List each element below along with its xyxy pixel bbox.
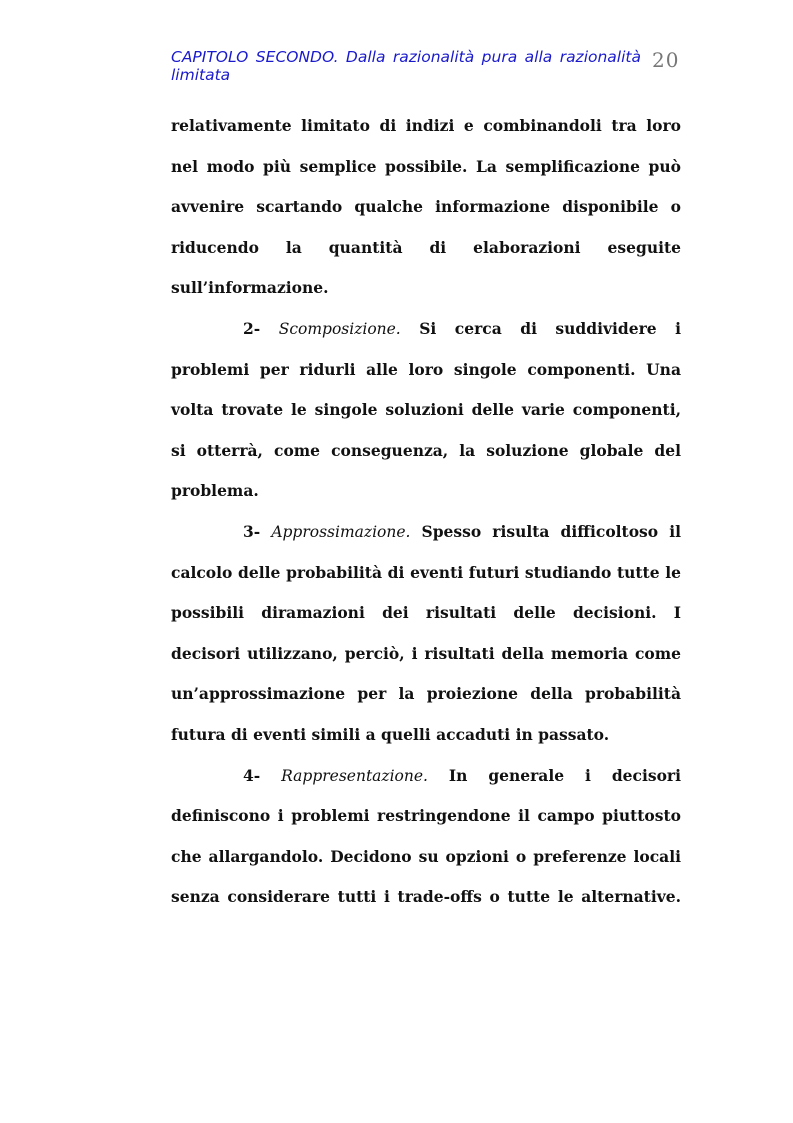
term-representation: Rappresentazione. xyxy=(281,766,428,785)
paragraph-representation xyxy=(171,756,681,918)
running-header: CAPITOLO SECONDO. Dalla razionalità pura alla razionalità limitata xyxy=(171,48,641,84)
paragraph-simplification xyxy=(171,106,681,309)
list-number: 2- xyxy=(243,318,279,338)
page-number: 20 xyxy=(652,48,680,72)
paragraph-text: Spesso risulta difficoltoso il calcolo delle probabilità di eventi futuri studiando tutte le possibili diramazioni dei risultati delle decisioni. I decisori utilizzano, perciò, i risultati della memoria come un’approssimazione per la proiezione della probabilità futura di eventi simili a quelli accaduti in passato. xyxy=(171,521,681,744)
paragraph-text: relativamente limitato di indizi e combinandoli tra loro nel modo più semplice possibile. La semplificazione può avvenire scartando qualche informazione disponibile o riducendo la quantità di elaborazioni eseguite sull’informazione. xyxy=(171,116,681,298)
list-number: 4- xyxy=(243,765,282,785)
paragraph-text: In generale i decisori definiscono i problemi restringendone il campo piuttosto che allargandolo. Decidono su opzioni o preferenze locali senza considerare tutti i trade-offs o tutte le alternative. xyxy=(171,765,681,907)
list-number: 3- xyxy=(243,521,272,541)
term-decomposition: Scomposizione. xyxy=(278,319,401,338)
paragraph-text: Si cerca di suddividere i problemi per ridurli alle loro singole componenti. Una volta trovate le singole soluzioni delle varie componenti, si otterrà, come conseguenza, la soluzione globale del problema. xyxy=(171,318,681,501)
paragraph-decomposition xyxy=(171,309,681,512)
body-text xyxy=(171,106,681,918)
paragraph-approximation xyxy=(171,512,681,756)
term-approximation: Approssimazione. xyxy=(271,522,411,541)
